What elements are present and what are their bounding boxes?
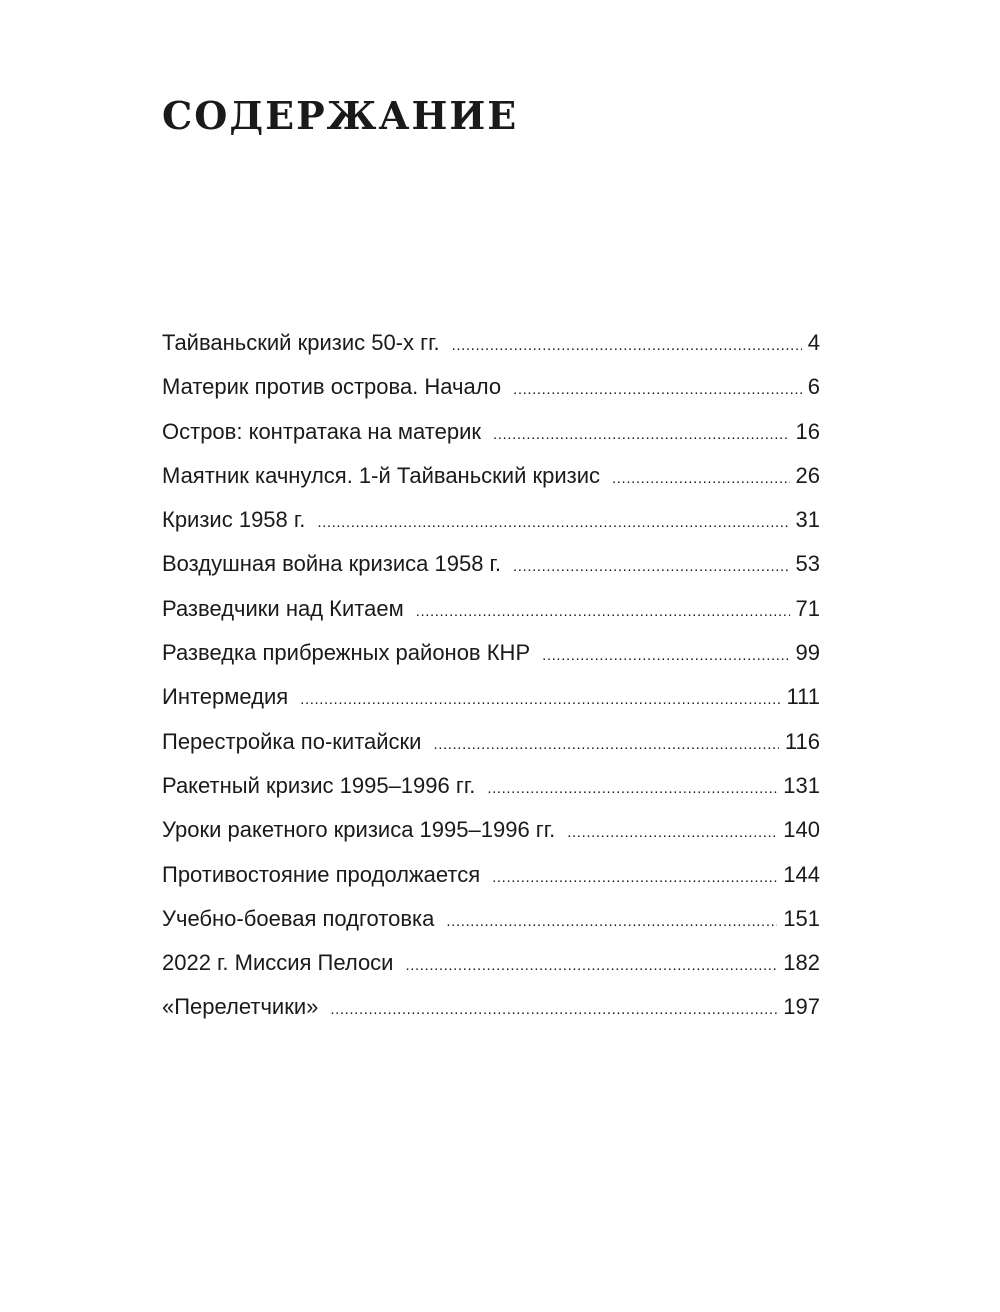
toc-entry[interactable] bbox=[162, 853, 820, 897]
toc-entry-page: 131 bbox=[783, 772, 820, 798]
toc-entry-title: Воздушная война кризиса 1958 г. bbox=[162, 551, 502, 577]
toc-entry[interactable] bbox=[162, 542, 820, 586]
toc-entry-title: Кризис 1958 г. bbox=[162, 507, 306, 533]
toc-dot-leader bbox=[416, 590, 790, 634]
toc-dot-leader bbox=[493, 413, 790, 457]
toc-entry-title: Разведка прибрежных районов КНР bbox=[162, 640, 531, 666]
toc-entry[interactable] bbox=[162, 941, 820, 985]
toc-entry-page: 140 bbox=[783, 817, 820, 843]
toc-entry-title: Перестройка по-китайски bbox=[162, 728, 422, 754]
toc-entry[interactable] bbox=[162, 985, 820, 1029]
toc-entry-title: Интермедия bbox=[162, 684, 289, 710]
toc-entry-page: 151 bbox=[783, 905, 820, 931]
toc-entry-page: 31 bbox=[795, 507, 820, 533]
toc-dot-leader bbox=[492, 856, 777, 900]
toc-entry-title: Тайваньский кризис 50-х гг. bbox=[162, 330, 440, 355]
toc-dot-leader bbox=[300, 678, 780, 722]
toc-entry-title: Ракетный кризис 1995–1996 гг. bbox=[162, 772, 476, 798]
toc-entry[interactable] bbox=[162, 321, 820, 365]
toc-entry-title: Материк против острова. Начало bbox=[162, 374, 502, 400]
toc-dot-leader bbox=[330, 988, 777, 1032]
toc-dot-leader bbox=[452, 324, 802, 368]
toc-entry-page: 26 bbox=[795, 462, 820, 488]
toc-entry[interactable] bbox=[162, 897, 820, 941]
toc-dot-leader bbox=[513, 545, 790, 589]
toc-entry-title: Маятник качнулся. 1-й Тайваньский кризис bbox=[162, 462, 601, 488]
toc-dot-leader bbox=[446, 900, 777, 944]
toc-entry-page: 6 bbox=[807, 374, 820, 400]
page-title: СОДЕРЖАНИЕ bbox=[162, 93, 519, 138]
toc-dot-leader bbox=[487, 767, 777, 811]
toc-entry-page: 71 bbox=[795, 595, 820, 621]
toc-entry[interactable] bbox=[162, 365, 820, 409]
toc-entry-page: 53 bbox=[795, 551, 820, 577]
toc-entry-page: 116 bbox=[784, 728, 820, 754]
toc-entry[interactable] bbox=[162, 808, 820, 852]
toc-entry-page: 144 bbox=[783, 861, 820, 887]
toc-entry[interactable] bbox=[162, 498, 820, 542]
toc-entry-title: Противостояние продолжается bbox=[162, 861, 481, 887]
table-of-contents bbox=[162, 321, 820, 1030]
toc-dot-leader bbox=[567, 811, 777, 855]
toc-entry-title: Остров: контратака на материк bbox=[162, 418, 481, 444]
toc-dot-leader bbox=[433, 723, 778, 767]
toc-dot-leader bbox=[612, 457, 790, 501]
toc-dot-leader bbox=[513, 368, 802, 412]
toc-entry-title: Учебно-боевая подготовка bbox=[162, 905, 435, 931]
toc-entry[interactable] bbox=[162, 454, 820, 498]
toc-entry[interactable] bbox=[162, 764, 820, 808]
toc-entry-title: «Перелетчики» bbox=[162, 994, 319, 1020]
toc-entry[interactable] bbox=[162, 675, 820, 719]
toc-entry[interactable] bbox=[162, 410, 820, 454]
toc-entry-page: 4 bbox=[807, 330, 820, 355]
toc-entry-title: Разведчики над Китаем bbox=[162, 595, 404, 621]
toc-entry-page: 197 bbox=[783, 994, 820, 1020]
toc-entry-page: 99 bbox=[795, 640, 820, 666]
toc-entry-title: Уроки ракетного кризиса 1995–1996 гг. bbox=[162, 817, 556, 843]
toc-entry[interactable] bbox=[162, 720, 820, 764]
toc-entry[interactable] bbox=[162, 631, 820, 675]
toc-dot-leader bbox=[542, 634, 789, 678]
toc-entry-page: 111 bbox=[786, 684, 820, 710]
toc-entry-page: 16 bbox=[795, 418, 820, 444]
toc-entry-page: 182 bbox=[783, 950, 820, 976]
toc-dot-leader bbox=[317, 501, 789, 545]
toc-entry[interactable] bbox=[162, 587, 820, 631]
toc-dot-leader bbox=[405, 944, 777, 988]
toc-entry-title: 2022 г. Миссия Пелоси bbox=[162, 950, 394, 976]
